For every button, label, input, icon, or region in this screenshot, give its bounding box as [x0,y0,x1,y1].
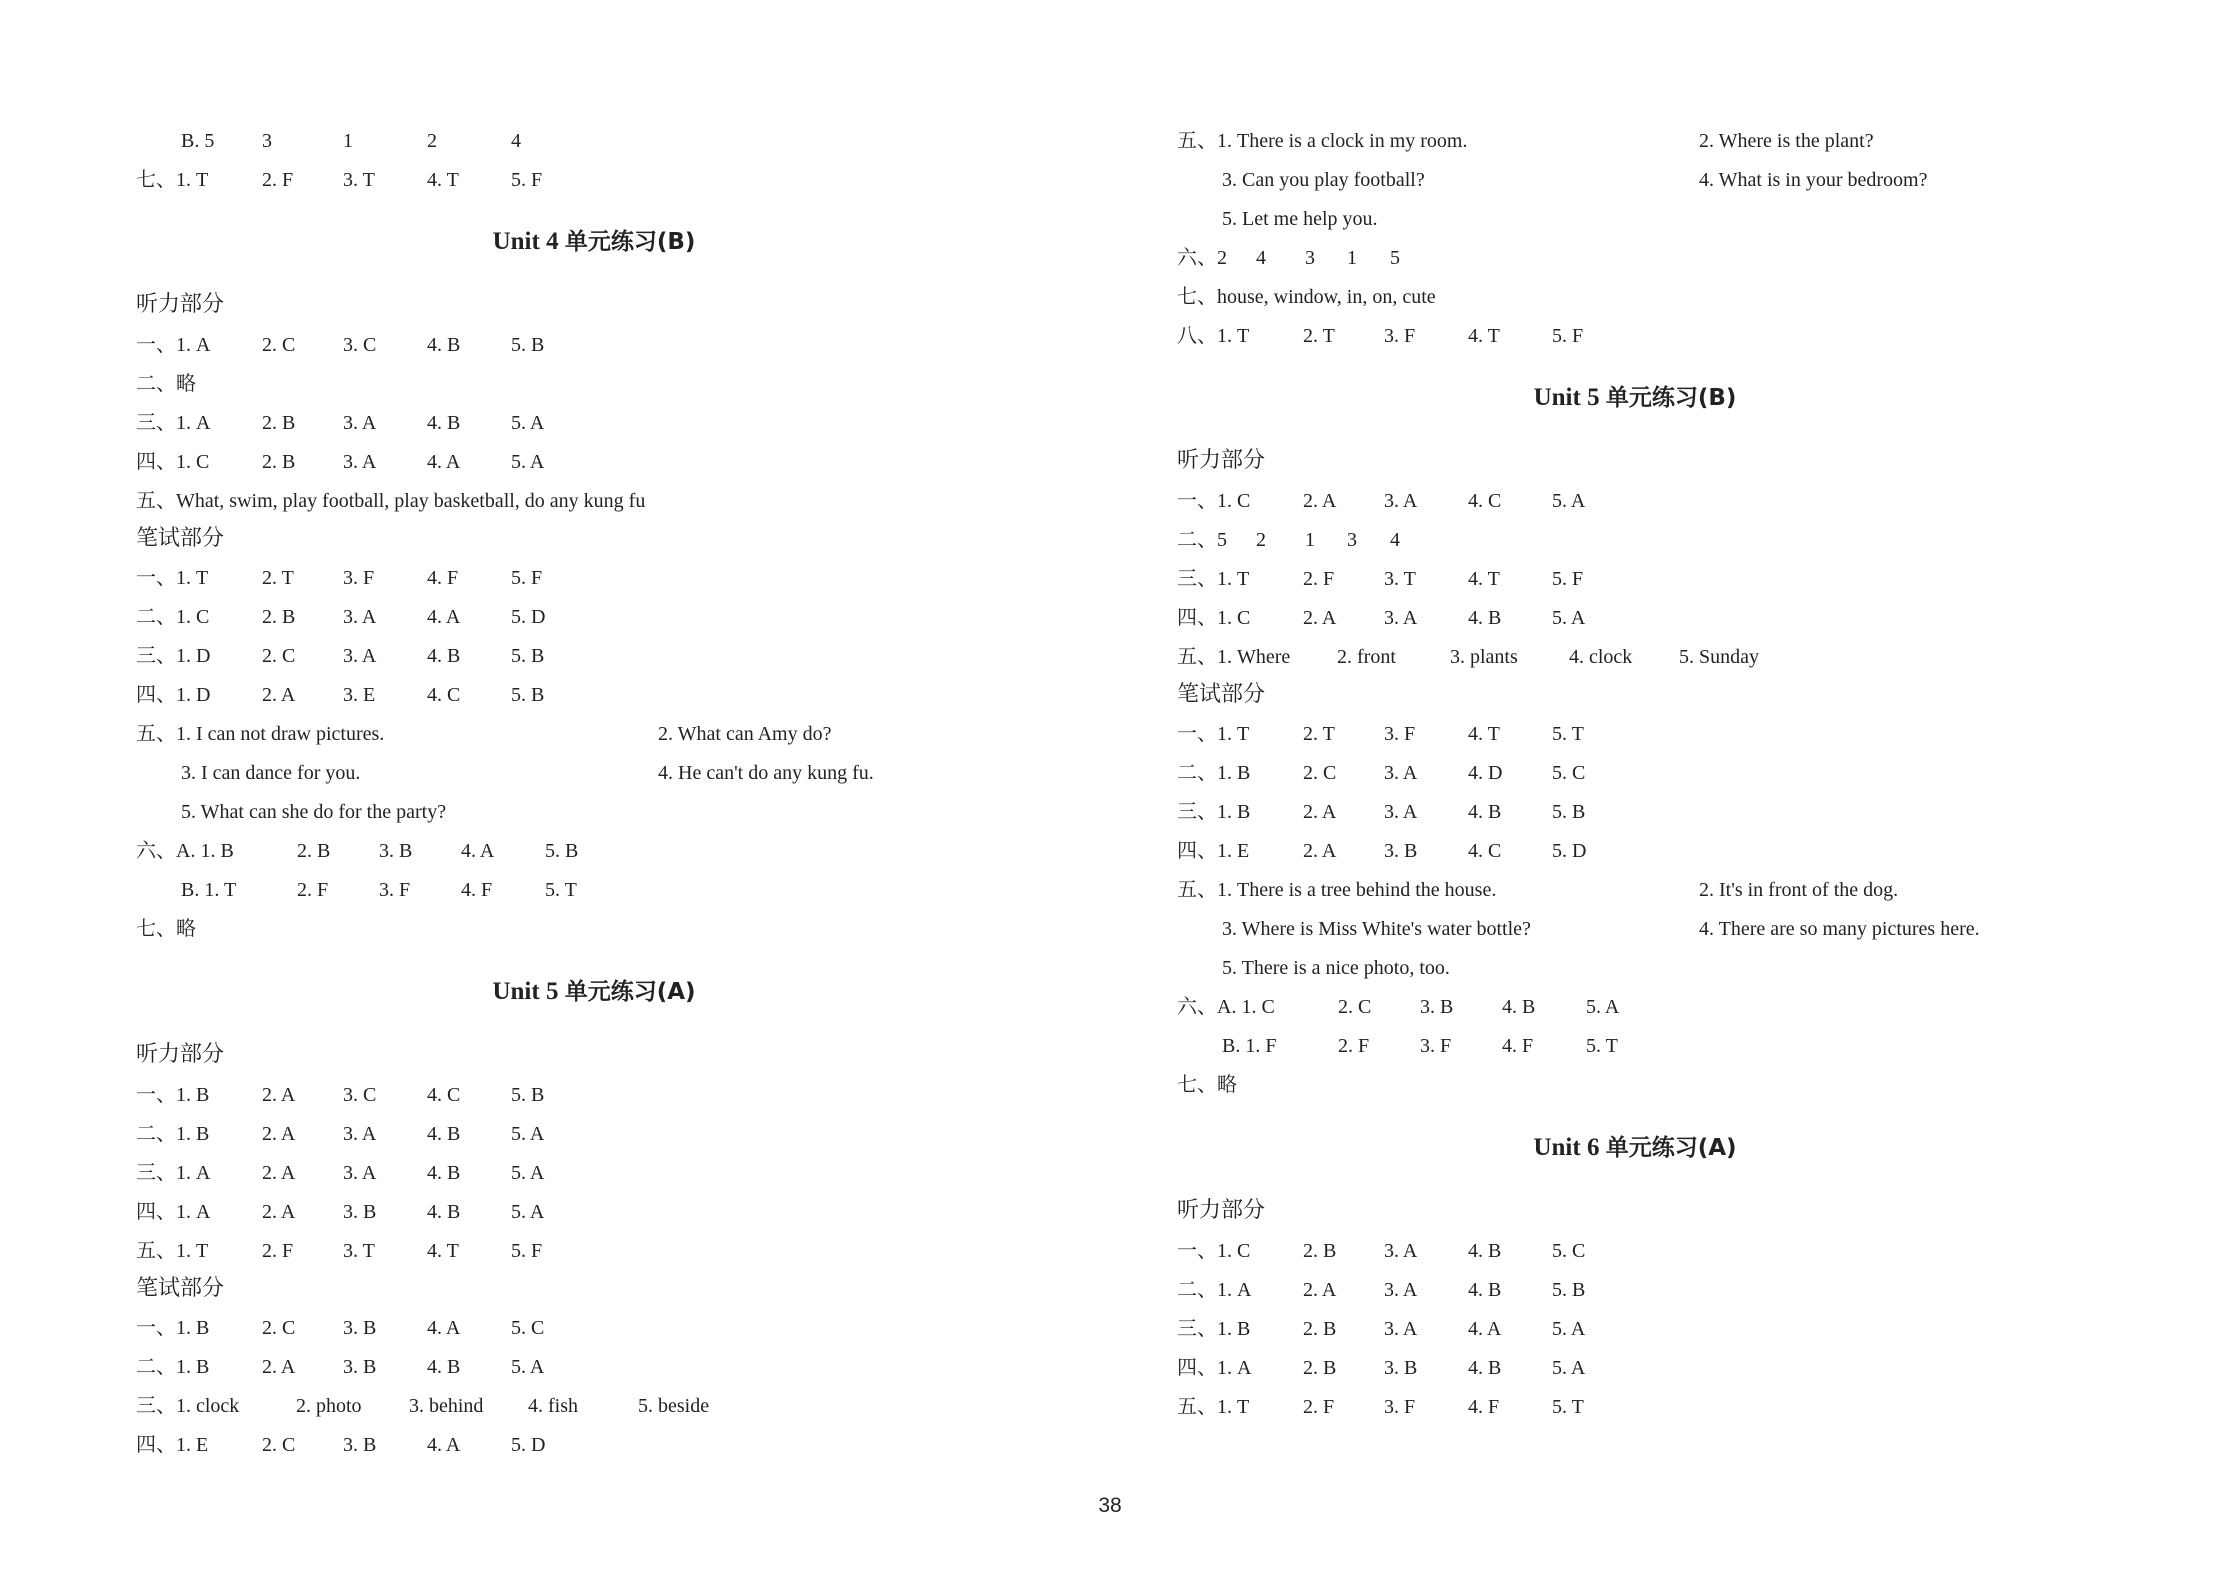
answer-item: 七、1. T [136,169,209,191]
answer-item: B. 1. F [1222,1035,1277,1057]
answer-item: 五、1. T [136,1240,209,1262]
answer-item: 2. B [262,451,296,473]
answer-line [1177,1353,2177,1383]
answer-item: 3. A [1384,762,1418,784]
answer-item: 5. D [511,1434,546,1456]
answer-item: 2. A [262,684,296,706]
answer-item: 5. Let me help you. [1222,208,1378,230]
answer-item: 5. C [1552,1240,1586,1262]
answer-item: 5. A [1552,607,1586,629]
answer-item: 六、A. 1. B [136,840,234,862]
answer-line [1177,758,2177,788]
answer-item: 5. A [1586,996,1620,1018]
answer-item: 4. A [427,1434,461,1456]
answer-line [1177,321,2177,351]
answer-item: 5. A [511,1201,545,1223]
unit-heading-en: Unit 5 [1533,384,1600,411]
answer-item: 3. B [343,1317,377,1339]
answer-item: 七、house, window, in, on, cute [1177,286,1436,308]
answer-item: 四、1. A [136,1201,211,1223]
answer-line [1177,1236,2177,1266]
answer-item: 4. C [427,684,461,706]
answer-item: 3. B [1384,1357,1418,1379]
answer-item: 4. A [427,606,461,628]
answer-line [136,408,1136,438]
answer-item: 3. Where is Miss White's water bottle? [1222,918,1531,940]
answer-item: 五、1. There is a clock in my room. [1177,130,1468,152]
answer-item: 5. T [1552,1396,1584,1418]
answer-line [136,369,1136,399]
answer-item: 2. F [1338,1035,1370,1057]
answer-item: 3. Can you play football? [1222,169,1425,191]
answer-item: 3. F [379,879,411,901]
answer-line [1177,126,2177,156]
answer-item: 4. B [427,1201,461,1223]
answer-item: 3. A [1384,607,1418,629]
answer-item: 2. B [1303,1240,1337,1262]
answer-line [136,1391,1136,1421]
answer-item: 5. There is a nice photo, too. [1222,957,1450,979]
answer-item: 二、1. B [136,1123,210,1145]
answer-item: 3 [1347,529,1357,551]
answer-line [1177,165,2177,195]
answer-item: 三、1. A [136,412,211,434]
answer-item: 5. beside [638,1395,710,1417]
answer-line [1177,1392,2177,1422]
answer-item: 5. C [1552,762,1586,784]
answer-item: 4. B [1468,1240,1502,1262]
answer-item: 2. C [262,1317,296,1339]
unit-heading-cn: 单元练习(A) [1605,1135,1737,1161]
answer-item: 3. B [343,1434,377,1456]
answer-item: 4. He can't do any kung fu. [658,762,874,784]
answer-item: 2. A [1303,490,1337,512]
answer-line [1177,564,2177,594]
answer-item: 2 [427,130,437,152]
unit-heading [1177,380,2093,416]
answer-item: 5. A [511,1162,545,1184]
answer-item: 2. F [1303,568,1335,590]
answer-item: 3. B [1384,840,1418,862]
answer-item: 4. B [1468,801,1502,823]
answer-line [136,641,1136,671]
unit-heading-cn: 单元练习(A) [564,979,696,1005]
answer-item: 3. B [379,840,413,862]
answer-item: 5. B [1552,1279,1586,1301]
answer-line [1177,525,2177,555]
answer-item: 3. plants [1450,646,1518,668]
answer-item: 3. F [343,567,375,589]
answer-item: 5. B [511,334,545,356]
answer-item: 三、1. T [1177,568,1250,590]
answer-item: 4. clock [1569,646,1633,668]
answer-item: 5. F [511,169,543,191]
answer-item: 3. A [1384,801,1418,823]
unit-heading [136,224,1052,260]
answer-item: 四、1. A [1177,1357,1252,1379]
answer-line [136,126,1136,156]
answer-item: 4. T [427,169,459,191]
answer-item: 2. B [262,412,296,434]
answer-item: 三、1. B [1177,801,1251,823]
section-heading: 听力部分 [1177,1198,1266,1223]
answer-item: 4. T [427,1240,459,1262]
answer-item: 3 [1305,247,1315,269]
answer-item: 三、1. clock [136,1395,240,1417]
answer-item: 4. T [1468,568,1500,590]
answer-item: 4. B [1502,996,1536,1018]
answer-item: 5. T [545,879,577,901]
answer-item: 2. A [262,1084,296,1106]
answer-item: 3. A [1384,1279,1418,1301]
answer-item: 二、略 [136,373,196,395]
answer-line [136,758,1136,788]
answer-item: 2. A [1303,607,1337,629]
unit-heading-cn: 单元练习(B) [564,229,696,255]
answer-line [1177,875,2177,905]
answer-item: 六、A. 1. C [1177,996,1275,1018]
answer-item: 2. T [1303,723,1335,745]
answer-item: 5. A [511,1123,545,1145]
answer-line [1177,914,2177,944]
answer-item: 2. A [1303,840,1337,862]
answer-item: 五、1. I can not draw pictures. [136,723,385,745]
answer-item: 3 [262,130,272,152]
answer-item: 4. A [427,1317,461,1339]
answer-item: 1 [343,130,353,152]
answer-item: 2. C [262,1434,296,1456]
answer-item: 2. F [262,169,294,191]
answer-item: 2. B [1303,1357,1337,1379]
answer-item: 4. B [1468,1357,1502,1379]
answer-item: 4. C [427,1084,461,1106]
answer-line [136,797,1136,827]
answer-line [1177,992,2177,1022]
answer-item: 3. B [1420,996,1454,1018]
answer-item: 3. E [343,684,376,706]
answer-item: 2. A [1303,1279,1337,1301]
answer-item: 3. A [343,412,377,434]
answer-item: 一、1. C [1177,1240,1251,1262]
answer-item: 一、1. C [1177,490,1251,512]
answer-item: 5. B [511,1084,545,1106]
answer-item: 2. C [262,645,296,667]
answer-item: 三、1. A [136,1162,211,1184]
answer-item: 4. B [427,1162,461,1184]
answer-item: 2. A [262,1356,296,1378]
answer-item: 2. front [1337,646,1396,668]
answer-line [136,680,1136,710]
unit-heading-en: Unit 4 [492,228,559,255]
answer-item: 五、1. T [1177,1396,1250,1418]
answer-item: 七、略 [136,918,196,940]
page-number: 38 [1098,1494,1122,1517]
answer-item: 四、1. D [136,684,211,706]
answer-item: 2. T [1303,325,1335,347]
answer-item: 二、1. A [1177,1279,1252,1301]
answer-item: 4. C [1468,490,1502,512]
answer-line [136,1119,1136,1149]
answer-item: 4. C [1468,840,1502,862]
answer-item: 二、1. B [1177,762,1251,784]
unit-heading [1177,1130,2093,1166]
section-heading: 听力部分 [136,292,225,317]
answer-item: 4. F [427,567,459,589]
answer-item: 4. T [1468,325,1500,347]
answer-item: 3. I can dance for you. [181,762,361,784]
answer-item: 一、1. B [136,1084,210,1106]
answer-line [136,602,1136,632]
answer-item: 4. B [427,1123,461,1145]
answer-item: 2 [1256,529,1266,551]
answer-item: 3. B [343,1356,377,1378]
answer-item: 5. A [511,412,545,434]
answer-item: 3. A [343,451,377,473]
answer-line [136,1197,1136,1227]
answer-line [136,875,1136,905]
section-heading: 笔试部分 [136,526,225,551]
answer-item: 4. B [427,1356,461,1378]
answer-item: 5. T [1586,1035,1618,1057]
answer-item: 4. B [427,334,461,356]
answer-line [1177,719,2177,749]
answer-item: 2. B [262,606,296,628]
answer-item: 4. fish [528,1395,578,1417]
section-heading: 听力部分 [1177,448,1266,473]
section-heading: 笔试部分 [136,1276,225,1301]
answer-item: 5. A [1552,490,1586,512]
answer-item: 3. F [1384,723,1416,745]
answer-item: 四、1. C [136,451,210,473]
answer-item: 3. behind [409,1395,484,1417]
answer-item: 2. F [1303,1396,1335,1418]
answer-item: 5. F [511,567,543,589]
answer-item: 2. A [1303,801,1337,823]
answer-item: 4. F [1502,1035,1534,1057]
answer-line [1177,603,2177,633]
answer-item: 4. F [461,879,493,901]
answer-item: B. 5 [181,130,215,152]
answer-item: 2. T [262,567,294,589]
answer-item: 3. C [343,334,377,356]
answer-item: 5. F [1552,568,1584,590]
section-heading: 笔试部分 [1177,682,1266,707]
answer-item: 四、1. C [1177,607,1251,629]
answer-item: 5. B [511,645,545,667]
answer-line [136,486,1136,516]
answer-item: 二、1. B [136,1356,210,1378]
answer-item: 一、1. B [136,1317,210,1339]
section-heading: 听力部分 [136,1042,225,1067]
answer-line [136,1313,1136,1343]
answer-item: 2. F [297,879,329,901]
answer-item: 5. B [545,840,579,862]
answer-item: 5 [1390,247,1400,269]
answer-item: 4 [1390,529,1400,551]
answer-line [1177,1031,2177,1061]
answer-line [136,330,1136,360]
answer-item: 三、1. B [1177,1318,1251,1340]
answer-item: 1 [1347,247,1357,269]
answer-line [136,836,1136,866]
answer-line [1177,1275,2177,1305]
answer-item: 六、2 [1177,247,1227,269]
answer-line [136,1158,1136,1188]
answer-item: 3. A [343,645,377,667]
unit-heading-en: Unit 5 [492,978,559,1005]
answer-line [1177,1070,2177,1100]
answer-item: 5. B [1552,801,1586,823]
unit-heading [136,974,1052,1010]
answer-item: 5. Sunday [1679,646,1759,668]
answer-item: 4. There are so many pictures here. [1699,918,1980,940]
answer-item: 2. What can Amy do? [658,723,832,745]
answer-item: 三、1. D [136,645,211,667]
answer-item: 2. C [1338,996,1372,1018]
answer-line [1177,282,2177,312]
answer-item: 3. A [343,1123,377,1145]
answer-item: 2. A [262,1201,296,1223]
answer-item: 2. B [1303,1318,1337,1340]
answer-item: 四、1. E [1177,840,1250,862]
answer-item: 2. B [297,840,331,862]
answer-item: 五、1. Where [1177,646,1291,668]
answer-line [136,165,1136,195]
answer-item: 2. C [1303,762,1337,784]
answer-item: 3. A [343,606,377,628]
answer-line [136,719,1136,749]
answer-item: 2. Where is the plant? [1699,130,1874,152]
answer-item: 3. A [1384,1240,1418,1262]
answer-item: 5. A [1552,1357,1586,1379]
answer-line [136,447,1136,477]
answer-line [1177,953,2177,983]
unit-heading-en: Unit 6 [1533,1134,1600,1161]
answer-item: 一、1. A [136,334,211,356]
answer-item: 4. D [1468,762,1503,784]
answer-item: 五、What, swim, play football, play basketball, do any kung fu [136,490,646,512]
answer-item: 3. F [1384,325,1416,347]
answer-line [136,563,1136,593]
answer-item: 一、1. T [136,567,209,589]
answer-line [1177,797,2177,827]
answer-item: 八、1. T [1177,325,1250,347]
answer-item: 4. B [427,412,461,434]
answer-item: 4. B [427,645,461,667]
answer-item: 3. A [1384,490,1418,512]
answer-line [1177,486,2177,516]
answer-item: 五、1. There is a tree behind the house. [1177,879,1497,901]
answer-item: 3. F [1420,1035,1452,1057]
answer-item: 5. D [511,606,546,628]
answer-item: 5. D [1552,840,1587,862]
answer-item: 七、略 [1177,1074,1237,1096]
answer-item: 3. T [343,1240,375,1262]
answer-item: 4. What is in your bedroom? [1699,169,1928,191]
answer-item: 2. photo [296,1395,362,1417]
answer-item: 4 [1256,247,1266,269]
answer-line [136,1430,1136,1460]
answer-item: 5. A [1552,1318,1586,1340]
answer-item: 一、1. T [1177,723,1250,745]
answer-item: 二、1. C [136,606,210,628]
answer-item: 四、1. E [136,1434,209,1456]
answer-item: 4. F [1468,1396,1500,1418]
answer-item: 3. C [343,1084,377,1106]
answer-item: 3. A [1384,1318,1418,1340]
answer-line [136,1236,1136,1266]
answer-item: 5. T [1552,723,1584,745]
answer-item: 4. A [1468,1318,1502,1340]
answer-item: 4 [511,130,521,152]
answer-line [1177,642,2177,672]
answer-item: 5. What can she do for the party? [181,801,447,823]
answer-line [136,914,1136,944]
answer-item: 1 [1305,529,1315,551]
answer-item: 2. A [262,1162,296,1184]
answer-item: 4. T [1468,723,1500,745]
answer-item: 3. T [343,169,375,191]
answer-item: 5. C [511,1317,545,1339]
unit-heading-cn: 单元练习(B) [1605,385,1737,411]
answer-line [1177,204,2177,234]
answer-item: 5. A [511,1356,545,1378]
answer-item: 5. F [1552,325,1584,347]
answer-line [136,1080,1136,1110]
answer-line [1177,836,2177,866]
answer-item: 4. A [427,451,461,473]
answer-line [1177,243,2177,273]
answer-item: 5. B [511,684,545,706]
answer-item: 4. B [1468,607,1502,629]
answer-item: 2. A [262,1123,296,1145]
answer-line [136,1352,1136,1382]
answer-item: 3. B [343,1201,377,1223]
answer-item: 3. T [1384,568,1416,590]
answer-item: B. 1. T [181,879,237,901]
answer-item: 3. A [343,1162,377,1184]
answer-item: 5. A [511,451,545,473]
answer-item: 2. F [262,1240,294,1262]
answer-item: 二、5 [1177,529,1227,551]
answer-item: 3. F [1384,1396,1416,1418]
answer-item: 5. F [511,1240,543,1262]
answer-item: 2. C [262,334,296,356]
answer-line [1177,1314,2177,1344]
answer-item: 4. A [461,840,495,862]
answer-item: 4. B [1468,1279,1502,1301]
answer-item: 2. It's in front of the dog. [1699,879,1899,901]
